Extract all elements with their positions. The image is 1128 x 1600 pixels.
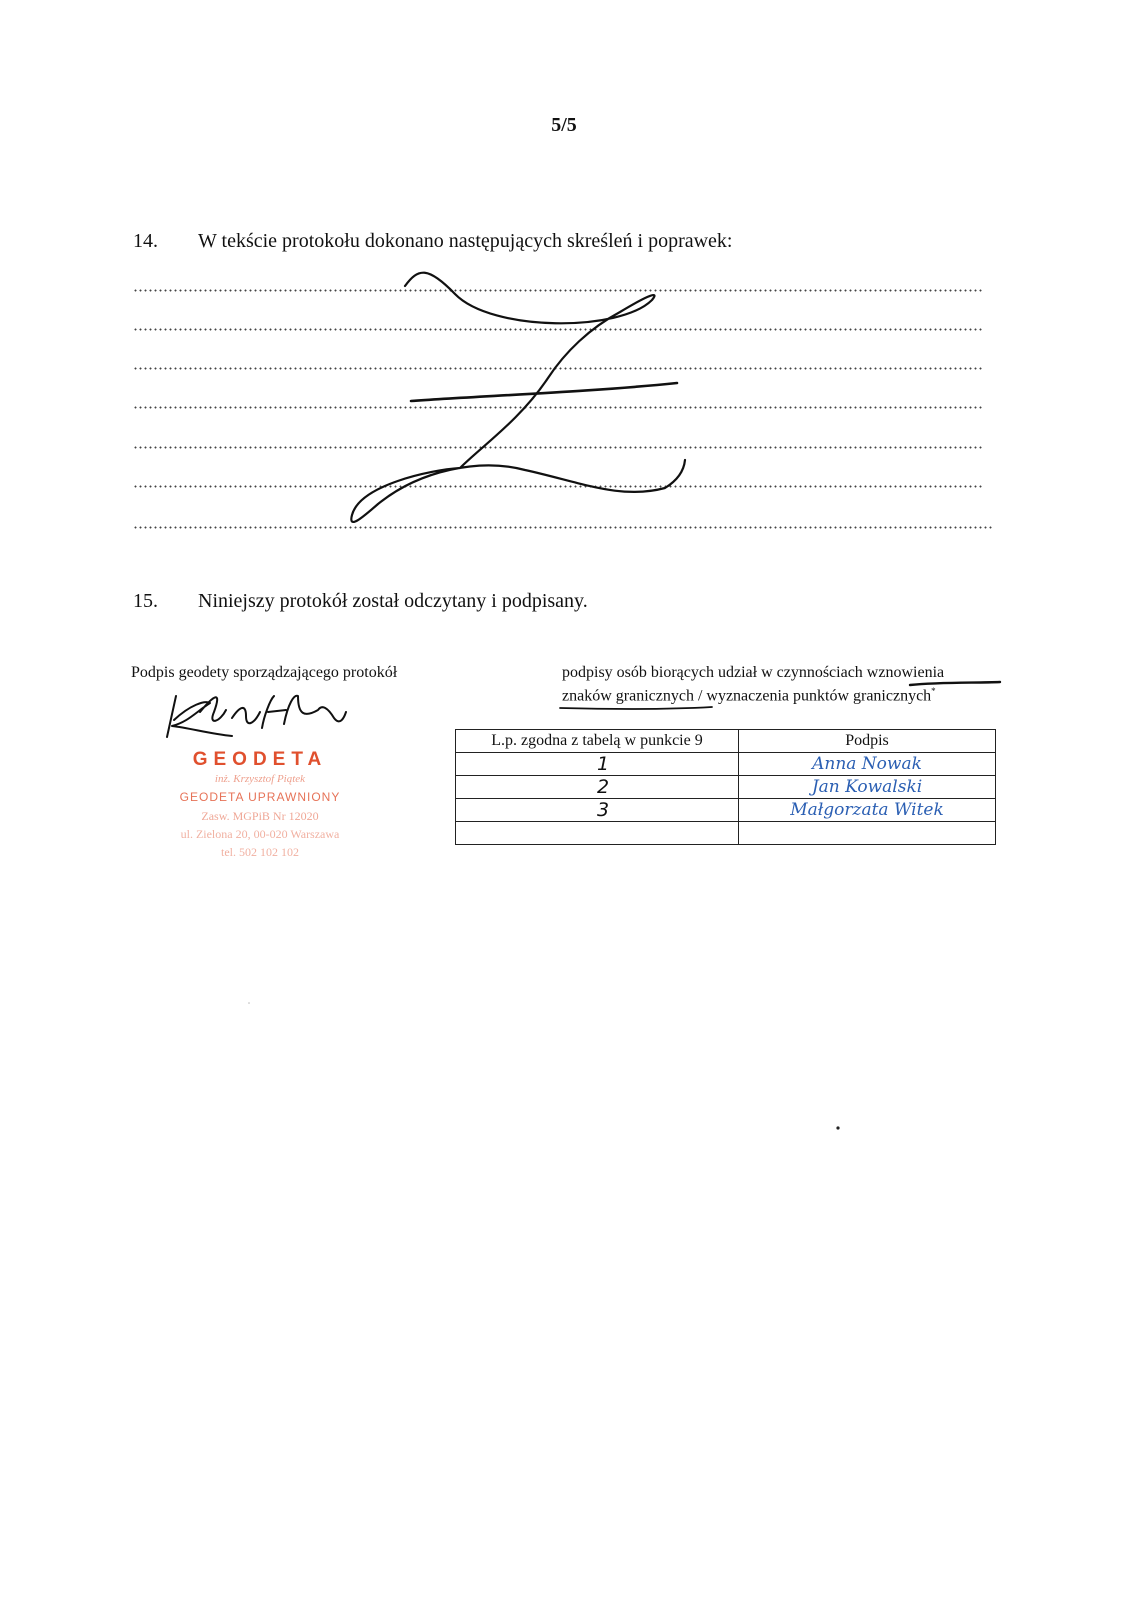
participant-signature: Małgorzata Witek	[790, 800, 944, 820]
participant-signature: Jan Kowalski	[811, 777, 923, 797]
lp-number: 1	[596, 753, 610, 775]
underline-wznowienia	[910, 682, 1000, 685]
lp-number: 2	[596, 776, 610, 798]
signature-cell	[739, 753, 996, 776]
speck	[248, 1002, 250, 1004]
stamp-license: Zasw. MGPiB Nr 12020	[201, 809, 319, 823]
stamp-phone: tel. 502 102 102	[221, 845, 299, 859]
participant-signature: Anna Nowak	[812, 754, 922, 774]
stamp-firm: GEODETA	[192, 749, 328, 770]
dotted-line-5	[133, 446, 983, 449]
stamp-address: ul. Zielona 20, 00-020 Warszawa	[180, 827, 340, 841]
participants-label-line-2	[562, 686, 936, 705]
underline-znakow	[560, 707, 712, 709]
dotted-line-7	[133, 526, 993, 529]
speck	[836, 1126, 839, 1129]
cancellation-bar	[411, 383, 677, 401]
footnote-marker: *	[931, 686, 936, 696]
signature-cell	[739, 822, 996, 845]
stamp-name: inż. Krzysztof Piątek	[214, 773, 306, 785]
table-row	[456, 822, 996, 845]
header-lp: L.p. zgodna z tabelą w punkcie 9	[456, 730, 739, 753]
section-15-number: 15.	[133, 590, 158, 612]
table-row	[456, 753, 996, 776]
lp-cell	[456, 776, 739, 799]
stamp-title: GEODETA UPRAWNIONY	[179, 790, 341, 804]
dotted-line-1	[133, 289, 983, 292]
dotted-line-2	[133, 328, 983, 331]
table-header-row	[456, 730, 996, 753]
lp-number: 3	[596, 799, 610, 821]
participants-label-line-1: podpisy osób biorących udział w czynnościach wznowienia	[562, 664, 945, 681]
lp-cell	[456, 799, 739, 822]
table-row	[456, 776, 996, 799]
section-14-text: W tekście protokołu dokonano następujących skreśleń i poprawek:	[198, 230, 733, 252]
signature-cell	[739, 799, 996, 822]
dotted-line-4	[133, 406, 983, 409]
surveyor-signature	[167, 696, 346, 737]
header-signature: Podpis	[739, 730, 996, 753]
signature-table	[455, 729, 996, 845]
section-14-number: 14.	[133, 230, 158, 252]
section-15-text: Niniejszy protokół został odczytany i podpisany.	[198, 590, 588, 612]
surveyor-signature-label: Podpis geodety sporządzającego protokół	[131, 664, 398, 681]
signature-cell	[739, 776, 996, 799]
lp-cell	[456, 753, 739, 776]
lp-cell	[456, 822, 739, 845]
dotted-line-6	[133, 485, 983, 488]
page-number: 5/5	[551, 114, 577, 136]
dotted-line-3	[133, 367, 983, 370]
table-row	[456, 799, 996, 822]
participants-label-line-2-text: znaków granicznych / wyznaczenia punktów granicznych	[562, 687, 932, 705]
